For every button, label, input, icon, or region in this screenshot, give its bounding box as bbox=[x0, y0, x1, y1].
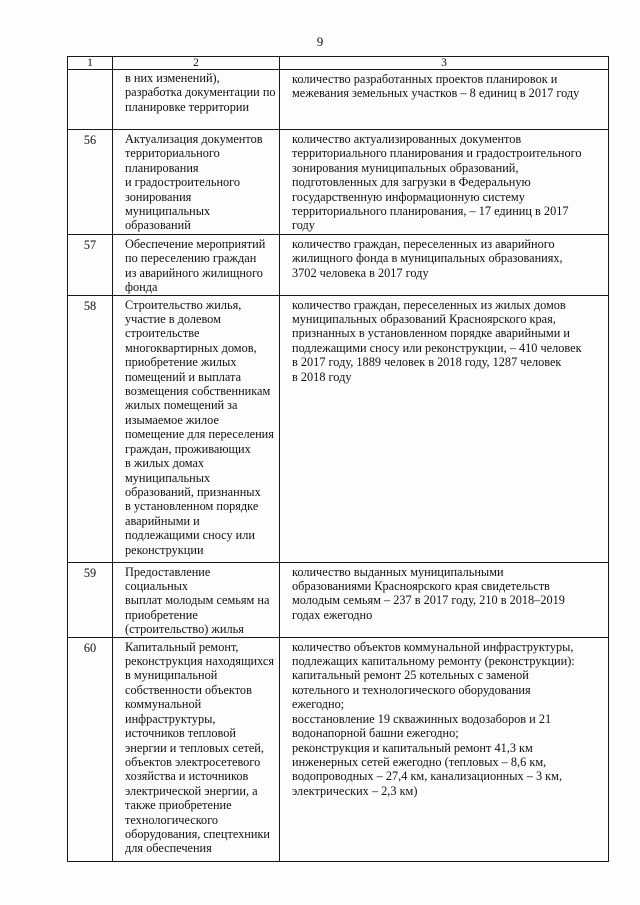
indicator-text: количество граждан, переселенных из жилых домов муниципальных образований Красноярского края, признанных в установленном порядке аварийными и подлежащими сносу или реконструкции, – 410 человек в 2017 году, 1889 человек в 2018 году, 1287 человек в 2018 году bbox=[292, 297, 582, 384]
indicator-text: количество объектов коммунальной инфраструктуры, подлежащих капитальному ремонту (реконструкции): капитальный ремонт 25 котельных с заменой котельного и технологического оборудования ежегодно; восстановление 19 скважинных водозаборов и 21 водонапорной башни ежегодно; реконструкция и капитальный ремонт 41,3 км инженерных сетей ежегодно (тепловых – 8,6 км, водопроводных – 27,4 км, канализационных – 3 км, электрических – 2,3 км) bbox=[292, 639, 575, 798]
indicator-cell bbox=[280, 637, 609, 861]
row-number-cell bbox=[68, 295, 113, 562]
table-row bbox=[68, 295, 609, 562]
activity-text: Капитальный ремонт, реконструкция находящихся в муниципальной собственности объектов коммунальной инфраструктуры, источников тепловой энергии и тепловых сетей, объектов электросетевого хозяйства и источников электрической энергии, а также приобретение технологического оборудования, спецтехники для обеспечения bbox=[125, 639, 275, 856]
table-row bbox=[68, 235, 609, 296]
table-row bbox=[68, 70, 609, 130]
header-cell-3: 3 bbox=[280, 57, 609, 70]
row-number bbox=[68, 70, 112, 73]
activity-cell bbox=[113, 235, 280, 296]
indicator-cell bbox=[280, 295, 609, 562]
indicator-cell bbox=[280, 235, 609, 296]
activity-text: Актуализация документов территориального планирования и градостроительного зонирования муниципальных образований bbox=[125, 132, 263, 233]
indicator-text: количество выданных муниципальными образованиями Красноярского края свидетельств молодым семьям – 237 в 2017 году, 210 в 2018–2019 годах ежегодно bbox=[292, 564, 565, 622]
header-cell-2: 2 bbox=[113, 57, 280, 70]
page-number: 9 bbox=[316, 34, 324, 49]
indicator-text: количество граждан, переселенных из аварийного жилищного фонда в муниципальных образованиях, 3702 человека в 2017 году bbox=[292, 237, 563, 280]
row-number-cell bbox=[68, 562, 113, 637]
activity-cell bbox=[113, 70, 280, 130]
indicator-cell bbox=[280, 70, 609, 130]
row-number-cell bbox=[68, 235, 113, 296]
row-number: 57 bbox=[83, 238, 97, 252]
row-number-cell bbox=[68, 70, 113, 130]
activity-cell bbox=[113, 562, 280, 637]
activity-cell bbox=[113, 295, 280, 562]
row-number-cell bbox=[68, 130, 113, 235]
activity-text: Обеспечение мероприятий по переселению граждан из аварийного жилищного фонда bbox=[125, 237, 266, 295]
activity-cell bbox=[113, 637, 280, 861]
activity-text: в них изменений), разработка документации по планировке территории bbox=[125, 71, 276, 114]
indicator-text: количество актуализированных документов территориального планирования и градостроительного зонирования муниципальных образований, подготовленных для загрузки в Федеральную государственную информационную систему территориального планирования, – 17 единиц в 2017 году bbox=[292, 132, 582, 233]
row-number-cell bbox=[68, 637, 113, 861]
activity-cell bbox=[113, 130, 280, 235]
indicator-cell bbox=[280, 562, 609, 637]
indicator-cell bbox=[280, 130, 609, 235]
activity-text: Предоставление социальных выплат молодым семьям на приобретение (строительство) жилья bbox=[125, 564, 270, 637]
programme-table bbox=[67, 56, 609, 862]
table-row bbox=[68, 130, 609, 235]
indicator-text: количество разработанных проектов планировок и межевания земельных участков – 8 единиц в 2017 году bbox=[292, 72, 580, 101]
row-number: 58 bbox=[83, 298, 97, 313]
row-number: 56 bbox=[83, 133, 97, 147]
activity-text: Строительство жилья, участие в долевом строительстве многоквартирных домов, приобретение жилых помещений и выплата возмещения собственникам жилых помещений за изымаемое жилое помещение для переселения граждан, проживающих в жилых домах муниципальных образований, признанных в установленном порядке аварийными и подлежащими сносу или реконструкции bbox=[125, 297, 274, 557]
table-row bbox=[68, 637, 609, 861]
table-row bbox=[68, 562, 609, 637]
table-header-row bbox=[68, 57, 609, 70]
row-number: 60 bbox=[83, 640, 97, 655]
header-cell-1: 1 bbox=[68, 57, 113, 70]
row-number: 59 bbox=[83, 565, 97, 580]
